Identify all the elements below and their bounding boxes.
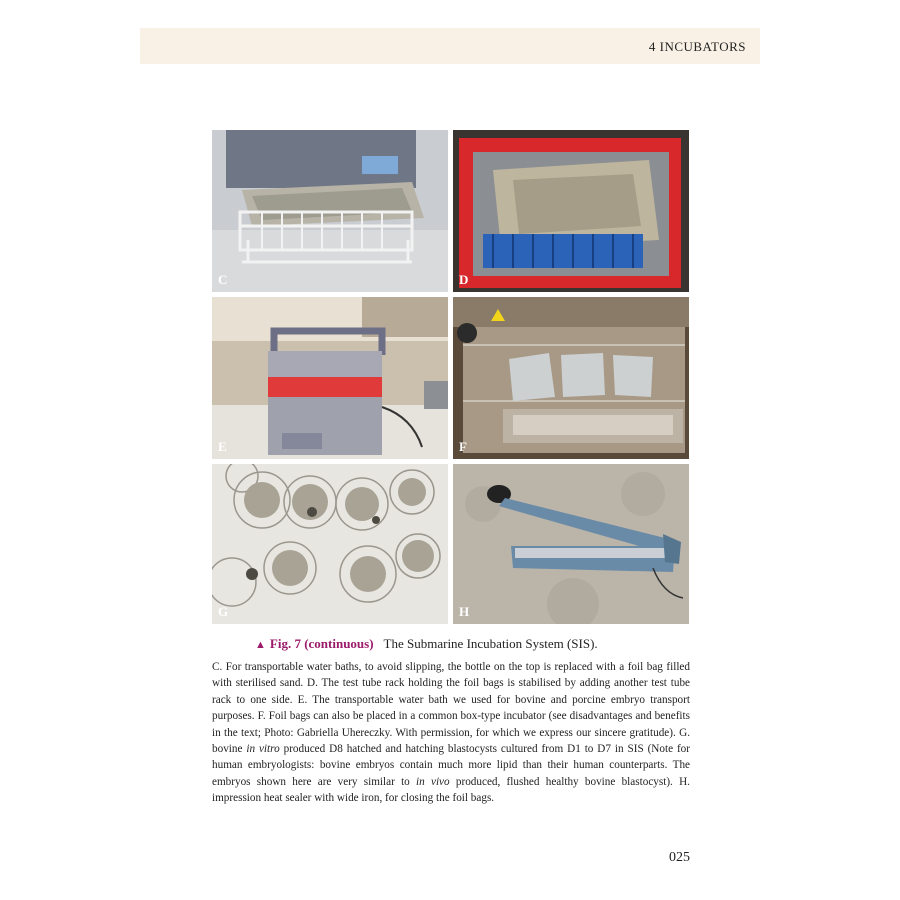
panel-letter: G (218, 604, 229, 619)
panel-letter: F (459, 439, 467, 454)
chapter-title: 4 INCUBATORS (648, 39, 746, 54)
photo-panel-d (453, 130, 689, 292)
figure-caption-title (255, 636, 598, 652)
photo-panel-c (212, 130, 448, 292)
photo-c-image (212, 130, 448, 292)
photo-h-image (453, 464, 689, 624)
caption-paragraph: C. For transportable water baths, to avoid slipping, the bottle on the top is replaced with a foil bag filled with sterilised sand. D. The test tube rack holding the foil bags is stabilised by adding another test tube rack to one side. E. The transportable water bath we used for bovine and porcine embryo transport purposes. F. Foil bags can also be placed in a common box-type incubator (see disadvantages and benefits in the text; Photo: Gabriella Uhereczky. With permission, for which we express our sincere gratitude). G. bovine in vitro produced D8 hatched and hatching blastocysts cultured from D1 to D7 in SIS (Note for human embryologists: bovine embryos contain much more lipid than their human counterparts. The embryos shown here are very similar to in vivo produced, flushed healthy bovine blastocyst). H. impression heat sealer with wide iron, for closing the foil bags. (212, 661, 690, 805)
panel-letter: D (459, 272, 469, 287)
running-header (140, 28, 760, 64)
panel-letter: E (218, 439, 227, 454)
photo-e-image (212, 297, 448, 459)
photo-panel-h (453, 464, 689, 624)
figure-caption-body (212, 659, 690, 807)
panel-letter: C (218, 272, 228, 287)
panel-letter: H (459, 604, 470, 619)
photo-f-image (453, 297, 689, 459)
photo-d-image (453, 130, 689, 292)
photo-g-image (212, 464, 448, 624)
photo-panel-f (453, 297, 689, 459)
photo-panel-g (212, 464, 448, 624)
page-number: 025 (669, 850, 690, 865)
figure-label: Fig. 7 (continuous) (269, 636, 374, 651)
photo-panel-e (212, 297, 448, 459)
figure-title: The Submarine Incubation System (SIS). (383, 636, 598, 651)
triangle-marker-icon: ▲ (255, 639, 266, 651)
